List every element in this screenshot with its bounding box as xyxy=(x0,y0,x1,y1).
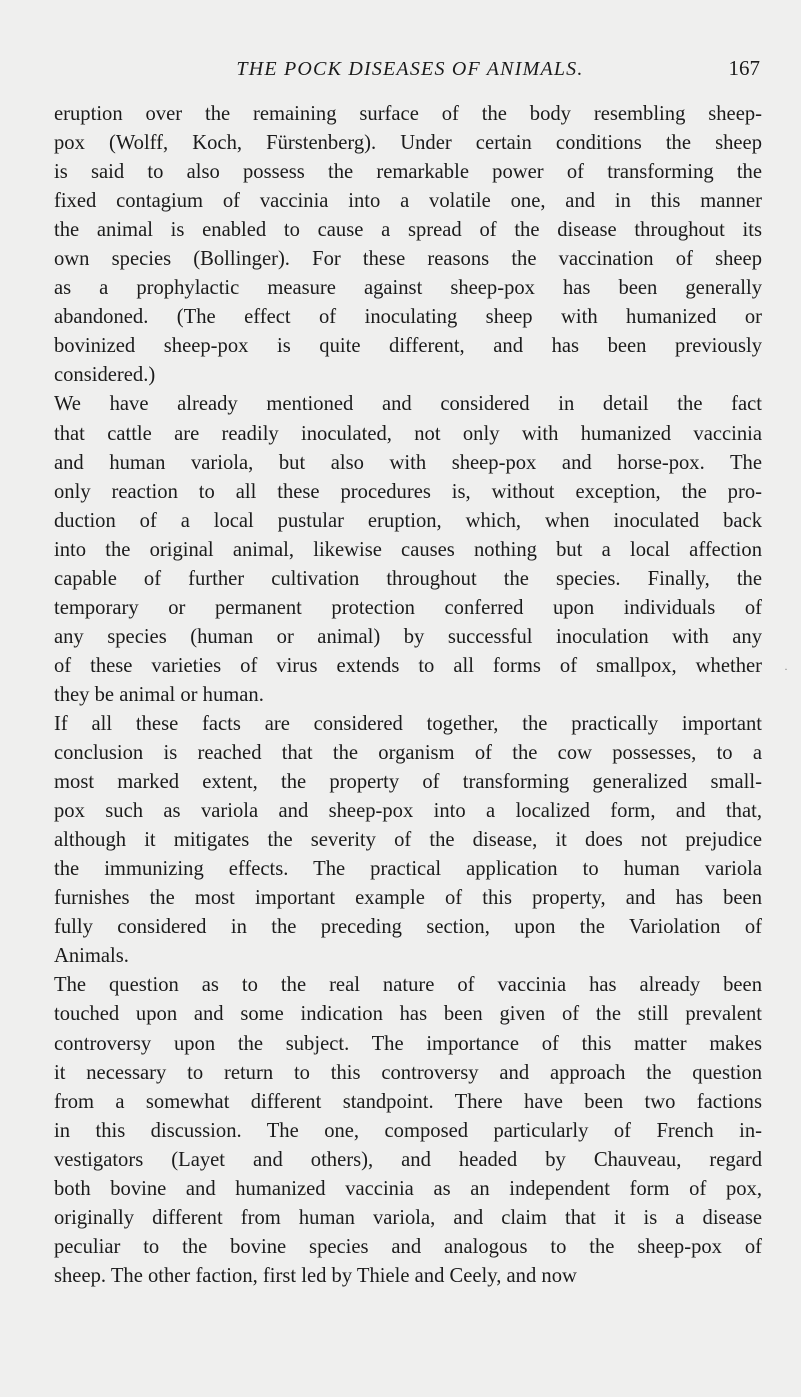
text-line: temporary or permanent protection conferred upon individuals of xyxy=(54,596,762,619)
text-line: abandoned. (The effect of inoculating sheep with humanized or xyxy=(54,306,762,329)
text-line: although it mitigates the severity of the disease, it does not prejudice xyxy=(54,829,762,852)
text-line: fixed contagium of vaccinia into a volatile one, and in this manner xyxy=(54,190,762,213)
text-line: both bovine and humanized vaccinia as an independent form of pox, xyxy=(54,1177,762,1200)
text-line: any species (human or animal) by successful inoculation with any xyxy=(54,625,762,648)
text-line: bovinized sheep-pox is quite different, and has been previously xyxy=(54,335,762,358)
text-line: The question as to the real nature of vaccinia has already been xyxy=(54,974,762,997)
text-line: duction of a local pustular eruption, which, when inoculated back xyxy=(54,509,762,532)
text-line: is said to also possess the remarkable power of transforming the xyxy=(54,161,762,184)
margin-speck: · xyxy=(784,662,788,676)
running-header xyxy=(60,52,760,84)
page-number: 167 xyxy=(728,56,760,80)
text-line: We have already mentioned and considered in detail the fact xyxy=(54,393,762,416)
text-line: vestigators (Layet and others), and headed by Chauveau, regard xyxy=(54,1148,762,1171)
text-line: only reaction to all these procedures is, without exception, the pro- xyxy=(54,480,762,503)
text-line: considered.) xyxy=(54,364,156,387)
text-line: sheep. The other faction, first led by Thiele and Ceely, and now xyxy=(54,1264,577,1287)
text-line: furnishes the most important example of this property, and has been xyxy=(54,887,762,910)
text-line: originally different from human variola, and claim that it is a disease xyxy=(54,1206,762,1229)
text-line: that cattle are readily inoculated, not only with humanized vaccinia xyxy=(54,422,762,445)
text-line: of these varieties of virus extends to all forms of smallpox, whether xyxy=(54,654,762,677)
text-line: If all these facts are considered together, the practically important xyxy=(54,712,762,735)
paragraph xyxy=(54,710,762,971)
text-line: it necessary to return to this controversy and approach the question xyxy=(54,1061,762,1084)
text-line: the immunizing effects. The practical application to human variola xyxy=(54,858,762,881)
body-text xyxy=(54,100,762,1291)
text-line: own species (Bollinger). For these reasons the vaccination of sheep xyxy=(54,248,762,271)
text-line: they be animal or human. xyxy=(54,683,264,706)
paragraph xyxy=(54,100,762,390)
text-line: capable of further cultivation throughout the species. Finally, the xyxy=(54,567,762,590)
text-line: pox such as variola and sheep-pox into a localized form, and that, xyxy=(54,800,762,823)
text-line: eruption over the remaining surface of the body resembling sheep- xyxy=(54,103,762,125)
text-line: conclusion is reached that the organism of the cow possesses, to a xyxy=(54,742,762,765)
text-line: in this discussion. The one, composed particularly of French in- xyxy=(54,1119,762,1142)
text-line: and human variola, but also with sheep-pox and horse-pox. The xyxy=(54,451,762,474)
text-line: fully considered in the preceding section, upon the Variolation of xyxy=(54,916,762,939)
paragraph xyxy=(54,390,762,710)
paragraph xyxy=(54,971,762,1291)
text-line: Animals. xyxy=(54,945,129,968)
text-line: controversy upon the subject. The importance of this matter makes xyxy=(54,1032,762,1055)
text-line: pox (Wolff, Koch, Fürstenberg). Under certain conditions the sheep xyxy=(54,132,762,155)
text-line: into the original animal, likewise causes nothing but a local affection xyxy=(54,538,762,561)
text-line: peculiar to the bovine species and analogous to the sheep-pox of xyxy=(54,1235,762,1258)
text-line: touched upon and some indication has been given of the still prevalent xyxy=(54,1003,762,1026)
running-title: THE POCK DISEASES OF ANIMALS. xyxy=(236,58,584,80)
text-line: from a somewhat different standpoint. There have been two factions xyxy=(54,1090,762,1113)
text-line: as a prophylactic measure against sheep-pox has been generally xyxy=(54,277,762,300)
text-line: the animal is enabled to cause a spread of the disease throughout its xyxy=(54,219,762,242)
text-line: most marked extent, the property of transforming generalized small- xyxy=(54,771,762,794)
